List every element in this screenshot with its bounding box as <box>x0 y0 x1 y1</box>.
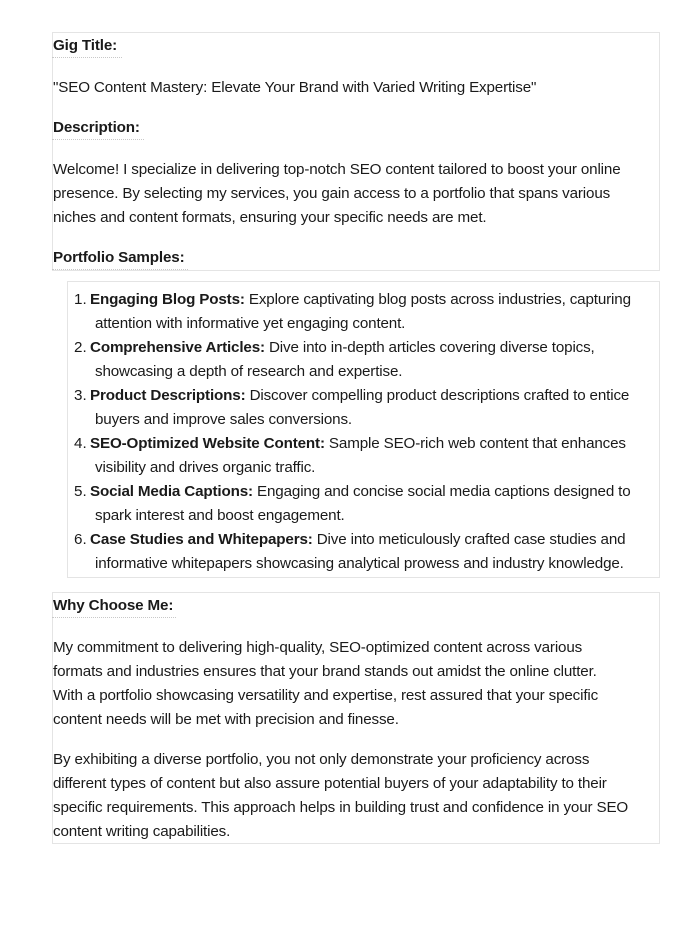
list-item-title: Product Descriptions: <box>90 387 246 404</box>
list-item-number: 4. <box>74 435 87 452</box>
heading-underline <box>52 57 122 58</box>
list-item-text: Discover compelling product descriptions crafted to entice <box>245 387 630 404</box>
list-item-text-continued: spark interest and boost engagement. <box>95 507 345 524</box>
list-item-text-continued: showcasing a depth of research and expertise. <box>95 363 403 380</box>
portfolio-heading: Portfolio Samples: <box>53 249 185 266</box>
list-item-text-continued: buyers and improve sales conversions. <box>95 411 352 428</box>
list-item-text-continued: informative whitepapers showcasing analytical prowess and industry knowledge. <box>95 555 624 572</box>
list-item <box>90 528 625 552</box>
heading-underline <box>52 269 188 270</box>
why-paragraph-line: different types of content but also assure potential buyers of your adaptability to their <box>53 775 607 792</box>
list-item <box>90 480 631 504</box>
list-item-number: 3. <box>74 387 87 404</box>
list-item-title: Engaging Blog Posts: <box>90 291 245 308</box>
list-item <box>90 288 631 312</box>
list-item-text-continued: attention with informative yet engaging content. <box>95 315 406 332</box>
list-item <box>90 432 626 456</box>
list-item-number: 6. <box>74 531 87 548</box>
why-heading: Why Choose Me: <box>53 597 174 614</box>
description-line: Welcome! I specialize in delivering top-notch SEO content tailored to boost your online <box>53 161 621 178</box>
list-item-number: 1. <box>74 291 87 308</box>
list-item-title: Case Studies and Whitepapers: <box>90 531 313 548</box>
list-item-title: Comprehensive Articles: <box>90 339 265 356</box>
gig-title-text: "SEO Content Mastery: Elevate Your Brand with Varied Writing Expertise" <box>53 79 537 96</box>
list-item-number: 5. <box>74 483 87 500</box>
why-paragraph-line: With a portfolio showcasing versatility and expertise, rest assured that your specific <box>53 687 599 704</box>
list-item-text-continued: visibility and drives organic traffic. <box>95 459 316 476</box>
list-item <box>90 336 595 360</box>
list-item-text: Dive into meticulously crafted case studies and <box>312 531 626 548</box>
list-item-text: Explore captivating blog posts across industries, capturing <box>244 291 631 308</box>
description-heading: Description: <box>53 119 140 136</box>
list-item-title: Social Media Captions: <box>90 483 253 500</box>
why-paragraph-line: content needs will be met with precision and finesse. <box>53 711 399 728</box>
intro-section-frame <box>52 32 660 271</box>
list-item-text: Engaging and concise social media captions designed to <box>252 483 631 500</box>
heading-underline <box>52 139 144 140</box>
why-paragraph-line: formats and industries ensures that your brand stands out amidst the online clutter. <box>53 663 597 680</box>
list-item-number: 2. <box>74 339 87 356</box>
list-item-text: Dive into in-depth articles covering diverse topics, <box>264 339 595 356</box>
list-item <box>90 384 629 408</box>
why-paragraph-line: specific requirements. This approach helps in building trust and confidence in your SEO <box>53 799 629 816</box>
description-line: niches and content formats, ensuring your specific needs are met. <box>53 209 487 226</box>
gig-title-heading: Gig Title: <box>53 37 118 54</box>
why-paragraph-line: My commitment to delivering high-quality, SEO-optimized content across various <box>53 639 583 656</box>
list-item-text: Sample SEO-rich web content that enhances <box>324 435 626 452</box>
list-item-title: SEO-Optimized Website Content: <box>90 435 325 452</box>
why-paragraph-line: By exhibiting a diverse portfolio, you not only demonstrate your proficiency across <box>53 751 590 768</box>
heading-underline <box>52 617 176 618</box>
why-paragraph-line: content writing capabilities. <box>53 823 231 840</box>
description-line: presence. By selecting my services, you gain access to a portfolio that spans various <box>53 185 611 202</box>
